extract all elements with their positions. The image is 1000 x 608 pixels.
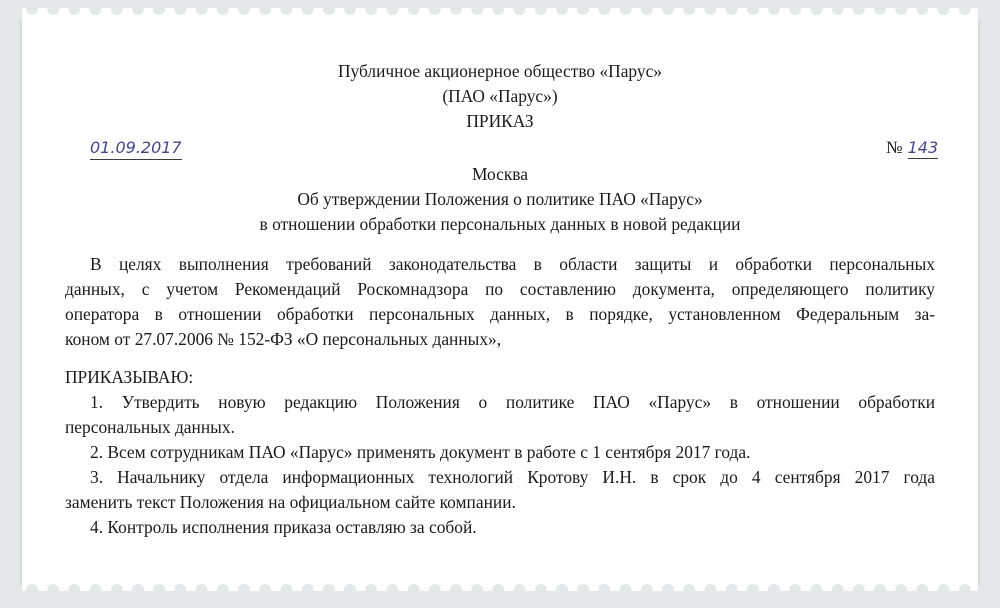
preamble-line-4: коном от 27.07.2006 № 152-ФЗ «О персональных данных», <box>65 329 502 349</box>
item-2: 2. Всем сотрудникам ПАО «Парус» применять документ в работе с 1 сентября 2017 года. <box>90 442 751 462</box>
preamble-line-2: данных, с учетом Рекомендаций Роскомнадзора по составлению документа, определяющего политику <box>65 279 935 299</box>
order-word: ПРИКАЗЫВАЮ: <box>65 367 194 387</box>
order-title-line-2: в отношении обработки персональных данных в новой редакции <box>259 214 741 234</box>
organization-short-name: (ПАО «Парус») <box>442 86 558 106</box>
number-field <box>886 137 938 158</box>
item-1-line-2: персональных данных. <box>65 417 235 437</box>
perforated-edge-top <box>22 8 978 20</box>
number-value: 143 <box>907 138 939 157</box>
order-title-line-1: Об утверждении Положения о политике ПАО «Парус» <box>297 189 703 209</box>
perforated-edge-bottom <box>22 579 978 591</box>
date-field <box>90 137 182 160</box>
city: Москва <box>471 164 529 184</box>
number-sign: № <box>886 137 903 157</box>
item-1-line-1: 1. Утвердить новую редакцию Положения о политике ПАО «Парус» в отношении обработки <box>90 392 935 412</box>
item-4: 4. Контроль исполнения приказа оставляю за собой. <box>90 517 477 537</box>
preamble-line-1: В целях выполнения требований законодательства в области защиты и обработки персональных <box>90 254 935 274</box>
organization-full-name: Публичное акционерное общество «Парус» <box>337 61 663 81</box>
item-3-line-1: 3. Начальнику отдела информационных технологий Кротову И.Н. в срок до 4 сентября 2017 года <box>90 467 935 487</box>
preamble-line-3: оператора в отношении обработки персональных данных, в порядке, установленном Федеральным за- <box>65 304 935 324</box>
document-type: ПРИКАЗ <box>466 111 534 131</box>
item-3-line-2: заменить текст Положения на официальном сайте компании. <box>65 492 516 512</box>
date-value: 01.09.2017 <box>90 138 182 157</box>
